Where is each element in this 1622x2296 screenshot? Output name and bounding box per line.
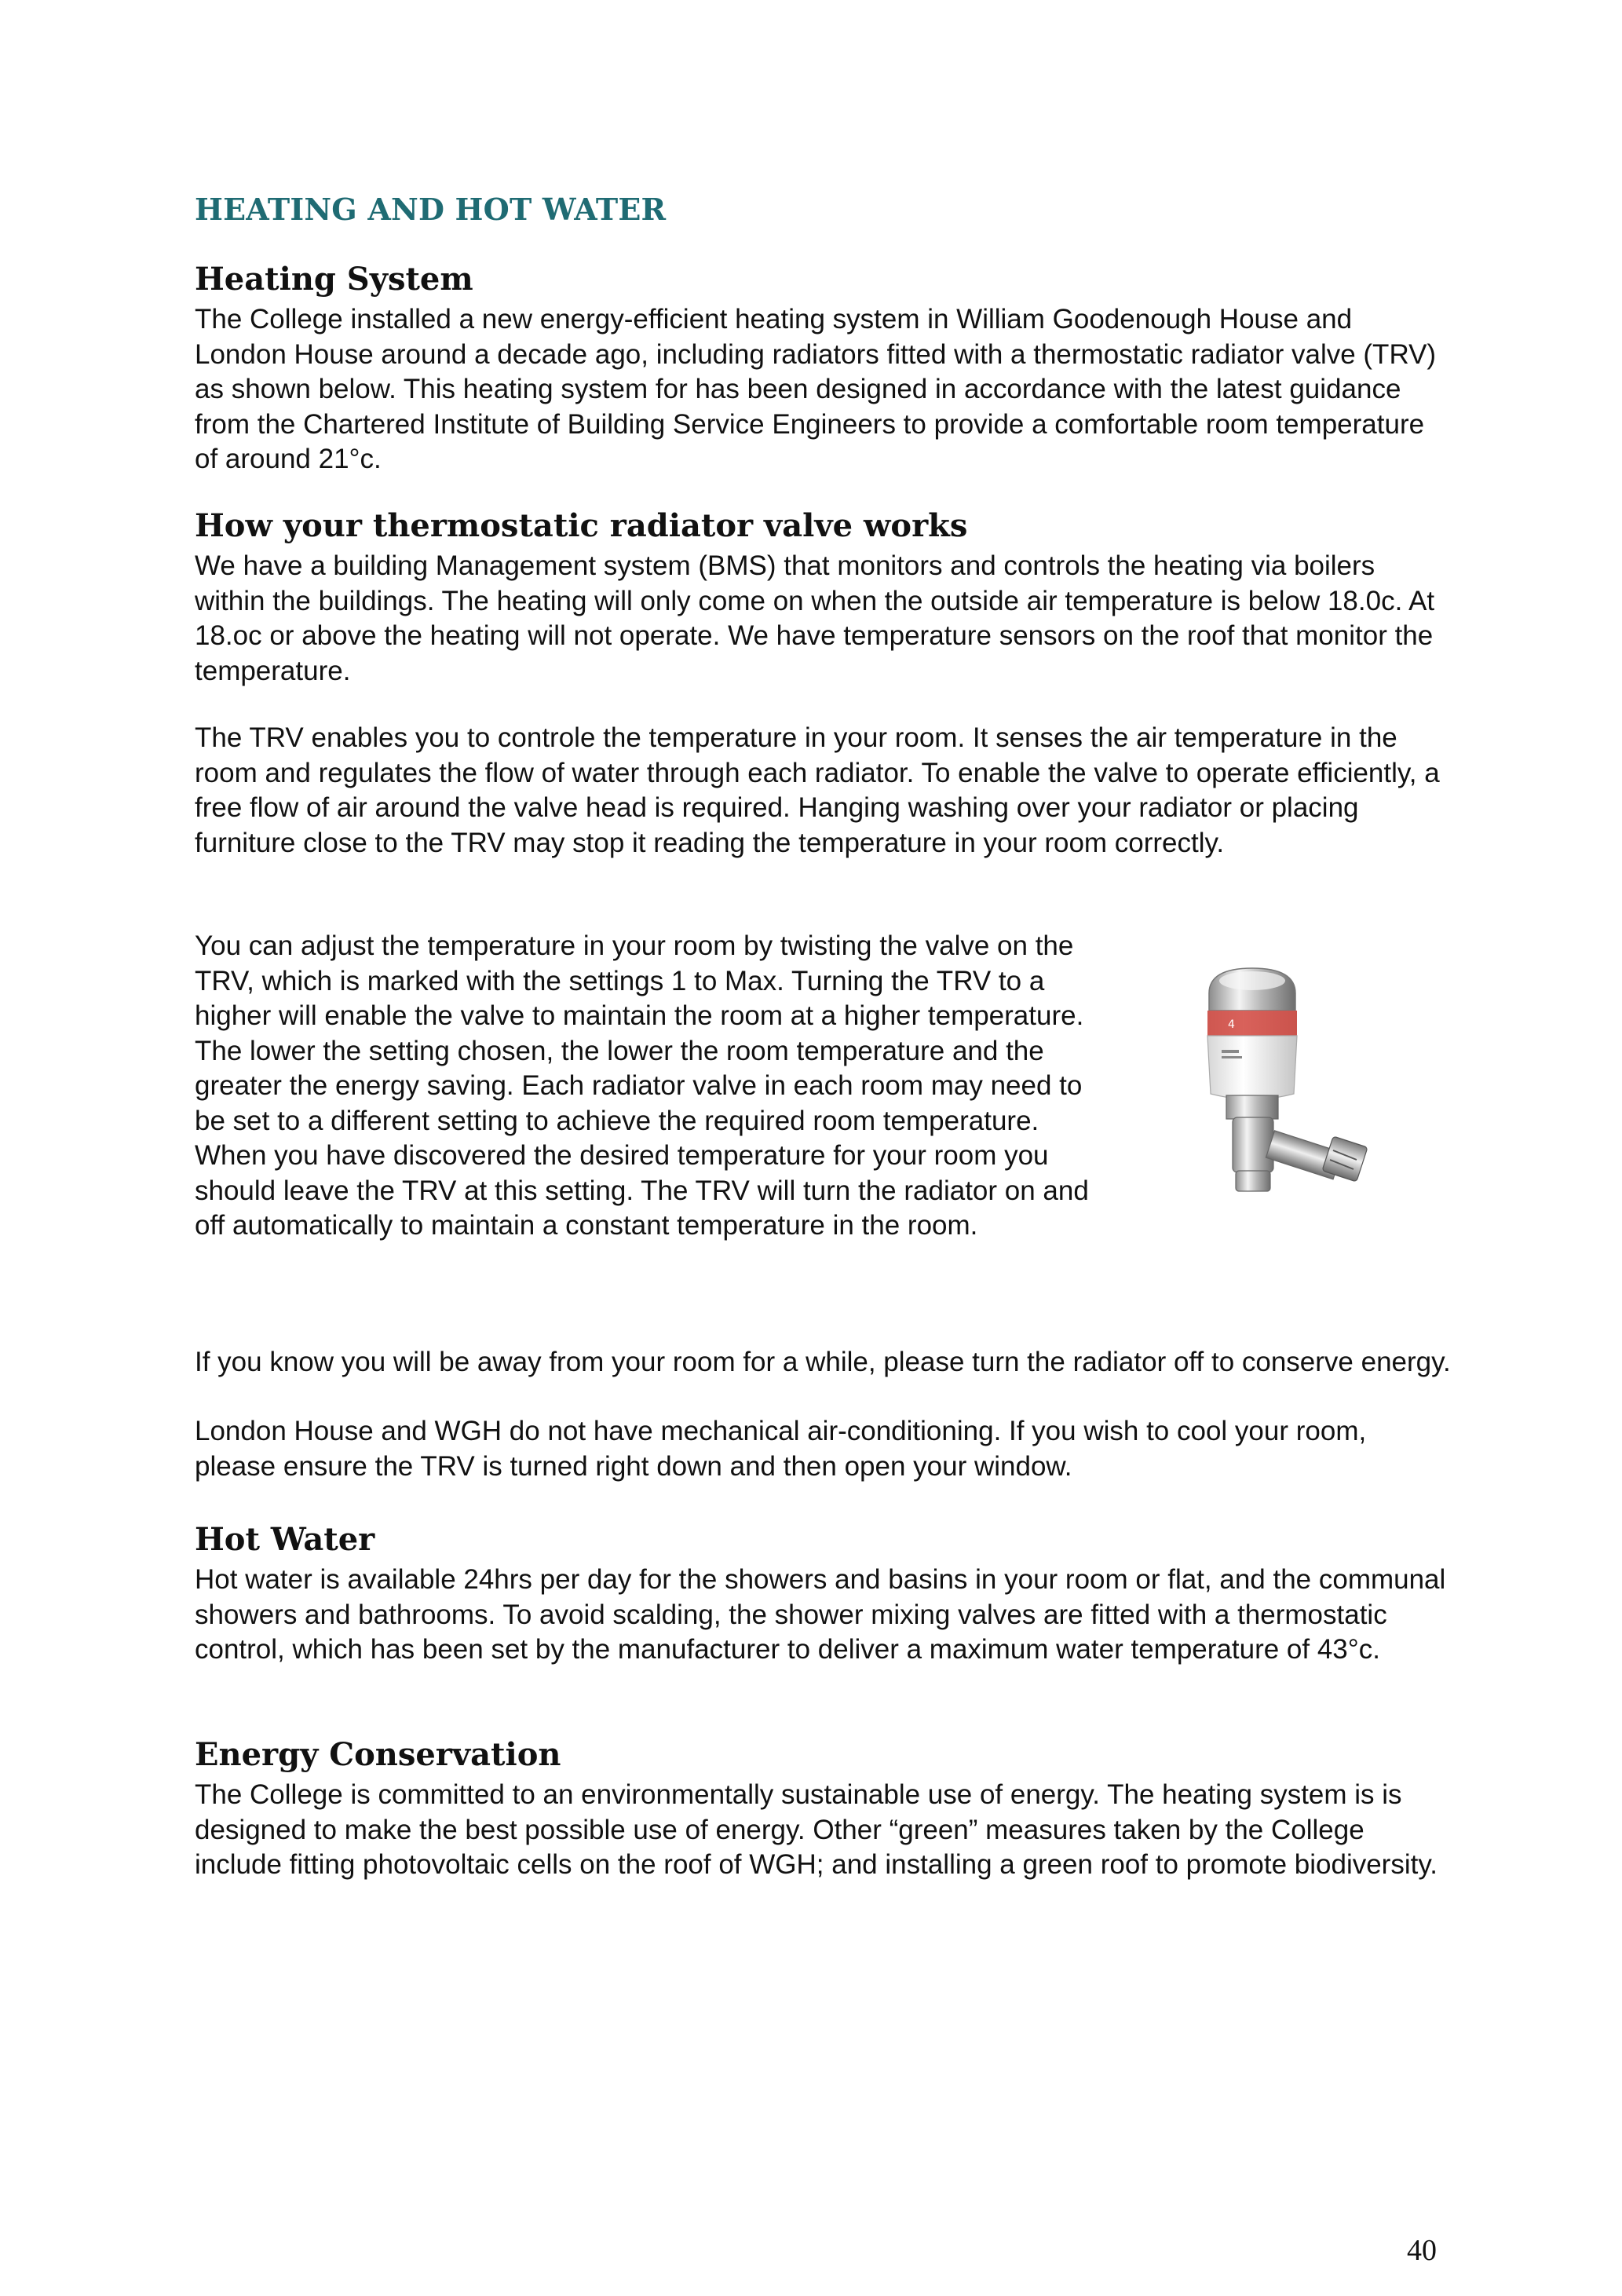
paragraph-away: If you know you will be away from your room for a while, please turn the radiator off to conserve energy. <box>195 1347 1451 1377</box>
paragraph-trv-adjust: You can adjust the temperature in your room by twisting the valve on the TRV, which is marked with the settings 1 to Max. Turning the TRV to a higher will enable the valve to maintain the room at a higher temperature. The lower the setting chosen, the lower the room temperature and the greater the energy saving. Each radiator valve in each room may need to be set to a different setting to achieve the required room temperature. When you have discovered the desired temperature for your room you should leave the TRV at this setting. The TRV will turn the radiator on and off automatically to maintain a constant temperature in the room. <box>195 930 1089 1241</box>
svg-text:4: 4 <box>1228 1018 1235 1031</box>
heading-trv: How your thermostatic radiator valve works <box>195 507 968 544</box>
page-number: 40 <box>1407 2234 1437 2267</box>
paragraph-heating-system: The College installed a new energy-efficient heating system in William Goodenough House and London House around a decade ago, including radiators fitted with a thermostatic radiator valve (TRV) as shown below. This heating system for has been designed in accordance with the latest guidance from the Chartered Institute of Building Service Engineers to provide a comfortable room temperature of around 21°c. <box>195 304 1437 474</box>
paragraph-hot-water: Hot water is available 24hrs per day for the showers and basins in your room or flat, and the communal showers and bathrooms. To avoid scalding, the shower mixing valves are fitted with a thermostatic control, which has been set by the manufacturer to deliver a maximum water temperature of 43°c. <box>195 1564 1446 1665</box>
heading-energy-conservation: Energy Conservation <box>195 1736 561 1773</box>
paragraph-energy-conservation: The College is committed to an environmentally sustainable use of energy. The heating system is is designed to make the best possible use of energy. Other “green” measures taken by the College include fitting photovoltaic cells on the roof of WGH; and installing a green roof to promote biodiversity. <box>195 1779 1438 1880</box>
heading-heating-system: Heating System <box>195 261 473 298</box>
trv-valve-image <box>1178 962 1390 1197</box>
page-title: HEATING AND HOT WATER <box>195 192 667 227</box>
paragraph-air-conditioning: London House and WGH do not have mechanical air-conditioning. If you wish to cool your room, please ensure the TRV is turned right down and then open your window. <box>195 1416 1367 1482</box>
paragraph-trv-function: The TRV enables you to controle the temperature in your room. It senses the air temperature in the room and regulates the flow of water through each radiator. To enable the valve to operate efficiently, a free flow of air around the valve head is required. Hanging washing over your radiator or placing furniture close to the TRV may stop it reading the temperature in your room correctly. <box>195 722 1440 858</box>
paragraph-bms: We have a building Management system (BMS) that monitors and controls the heating via boilers within the buildings. The heating will only come on when the outside air temperature is below 18.0c. At 18.oc or above the heating will not operate. We have temperature sensors on the roof that monitor the temperature. <box>195 550 1435 686</box>
heading-hot-water: Hot Water <box>195 1521 375 1558</box>
